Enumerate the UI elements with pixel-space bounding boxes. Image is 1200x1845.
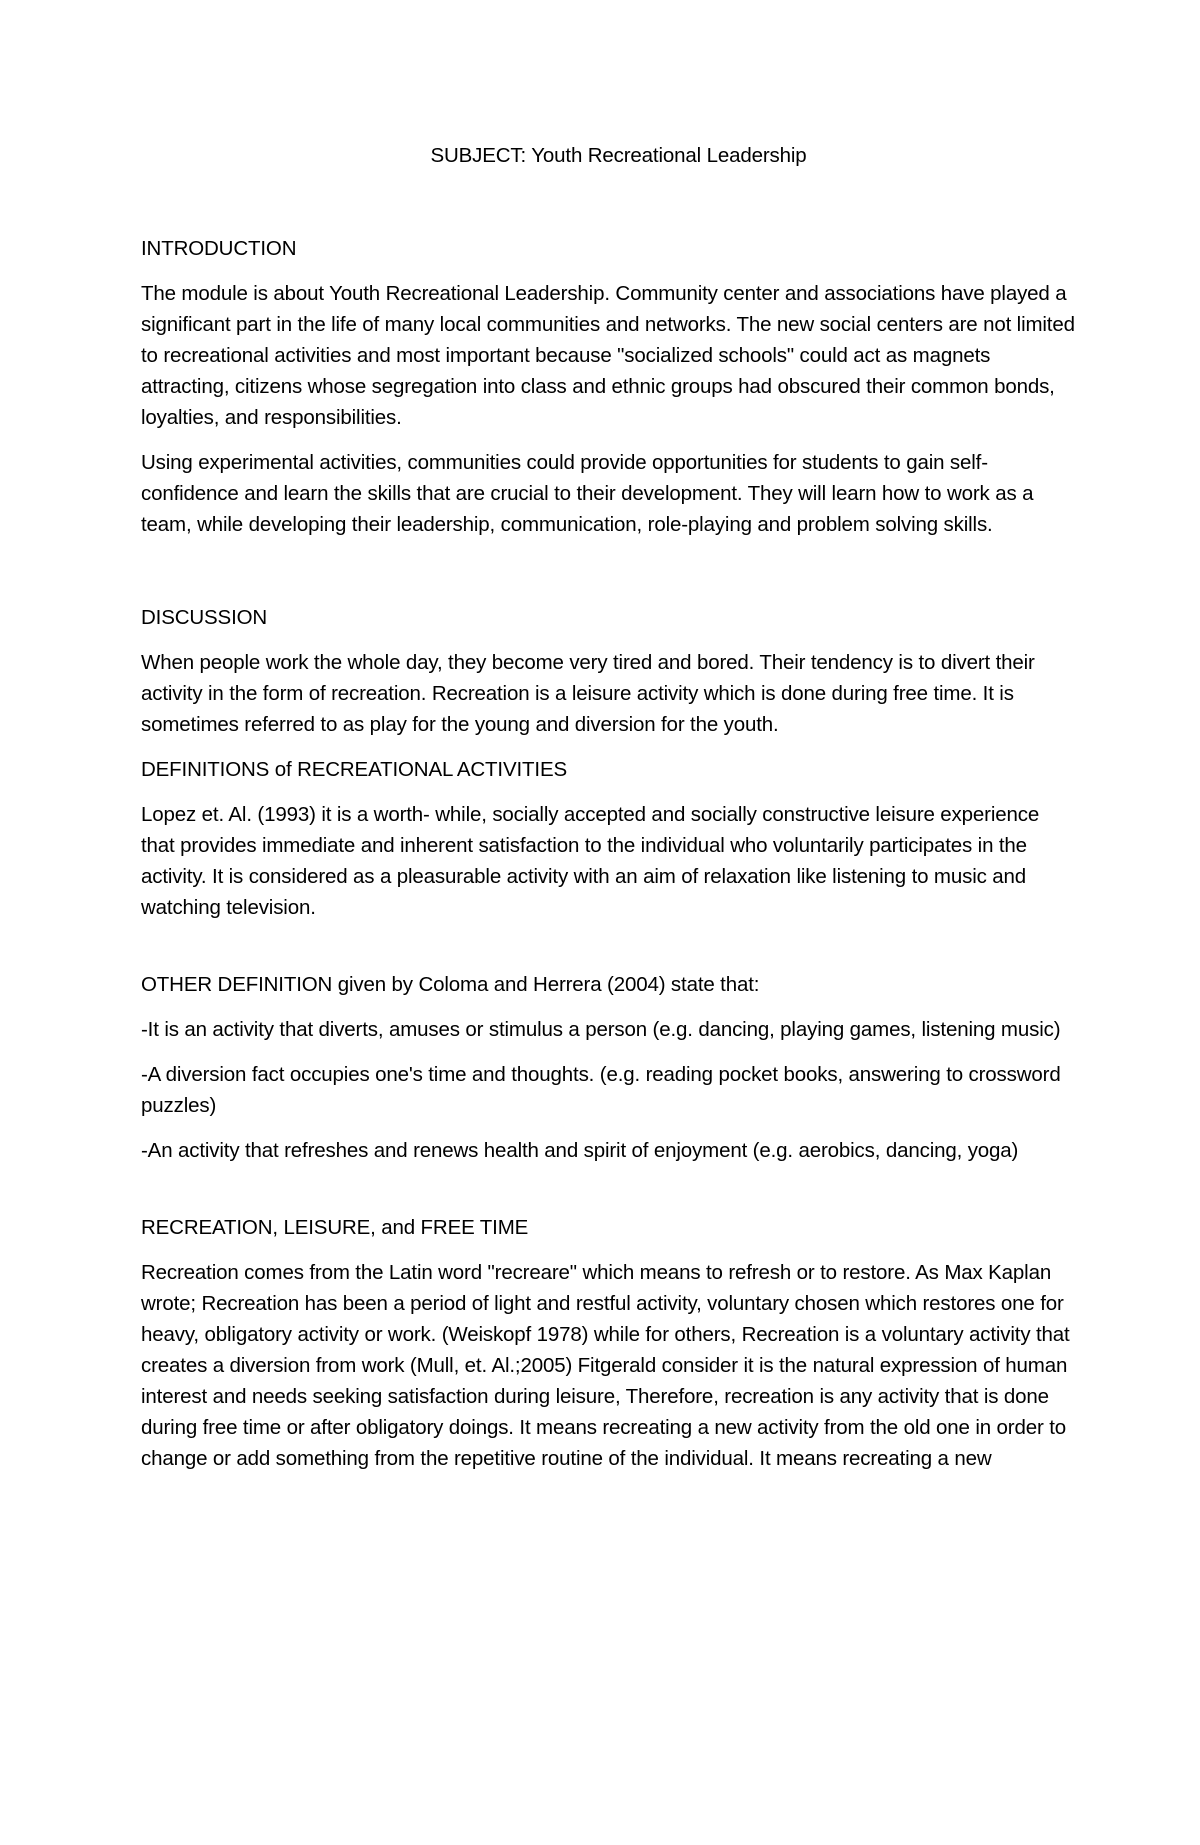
paragraph: When people work the whole day, they become very tired and bored. Their tendency is to divert their activity in the form of recreation. Recreation is a leisure activity which is done during free time. It is sometimes referred to as play for the young and diversion for the youth.	[141, 651, 1035, 736]
document-title: SUBJECT: Youth Recreational Leadership	[430, 144, 807, 167]
list-item: -A diversion fact occupies one's time and thoughts. (e.g. reading pocket books, answering to crossword puzzles)	[141, 1063, 1061, 1117]
heading-introduction: INTRODUCTION	[141, 237, 297, 260]
paragraph: Lopez et. Al. (1993) it is a worth- while, socially accepted and socially constructive leisure experience that provides immediate and inherent satisfaction to the individual who voluntarily participates in the activity. It is considered as a pleasurable activity with an aim of relaxation like listening to music and watching television.	[141, 803, 1040, 919]
heading-recreation-leisure: RECREATION, LEISURE, and FREE TIME	[141, 1216, 529, 1239]
heading-discussion: DISCUSSION	[141, 606, 268, 629]
heading-other-definition: OTHER DEFINITION given by Coloma and Herrera (2004) state that:	[141, 973, 760, 996]
paragraph: Recreation comes from the Latin word "recreare" which means to refresh or to restore. As Max Kaplan wrote; Recreation has been a period of light and restful activity, voluntary chosen which restores one for heavy, obligatory activity or work. (Weiskopf 1978) while for others, Recreation is a voluntary activity that creates a diversion from work (Mull, et. Al.;2005) Fitgerald consider it is the natural expression of human interest and needs seeking satisfaction during leisure, Therefore, recreation is any activity that is done during free time or after obligatory doings. It means recreating a new activity from the old one in order to change or add something from the repetitive routine of the individual. It means recreating a new	[141, 1261, 1070, 1470]
list-item: -An activity that refreshes and renews health and spirit of enjoyment (e.g. aerobics, dancing, yoga)	[141, 1139, 1019, 1162]
document-body	[141, 140, 1076, 1488]
paragraph: The module is about Youth Recreational Leadership. Community center and associations have played a significant part in the life of many local communities and networks. The new social centers are not limited to recreational activities and most important because "socialized schools" could act as magnets attracting, citizens whose segregation into class and ethnic groups had obscured their common bonds, loyalties, and responsibilities.	[141, 282, 1075, 429]
paragraph: Using experimental activities, communities could provide opportunities for students to gain self-confidence and learn the skills that are crucial to their development. They will learn how to work as a team, while developing their leadership, communication, role-playing and problem solving skills.	[141, 451, 1034, 536]
list-item: -It is an activity that diverts, amuses or stimulus a person (e.g. dancing, playing games, listening music)	[141, 1018, 1061, 1041]
heading-definitions: DEFINITIONS of RECREATIONAL ACTIVITIES	[141, 758, 568, 781]
